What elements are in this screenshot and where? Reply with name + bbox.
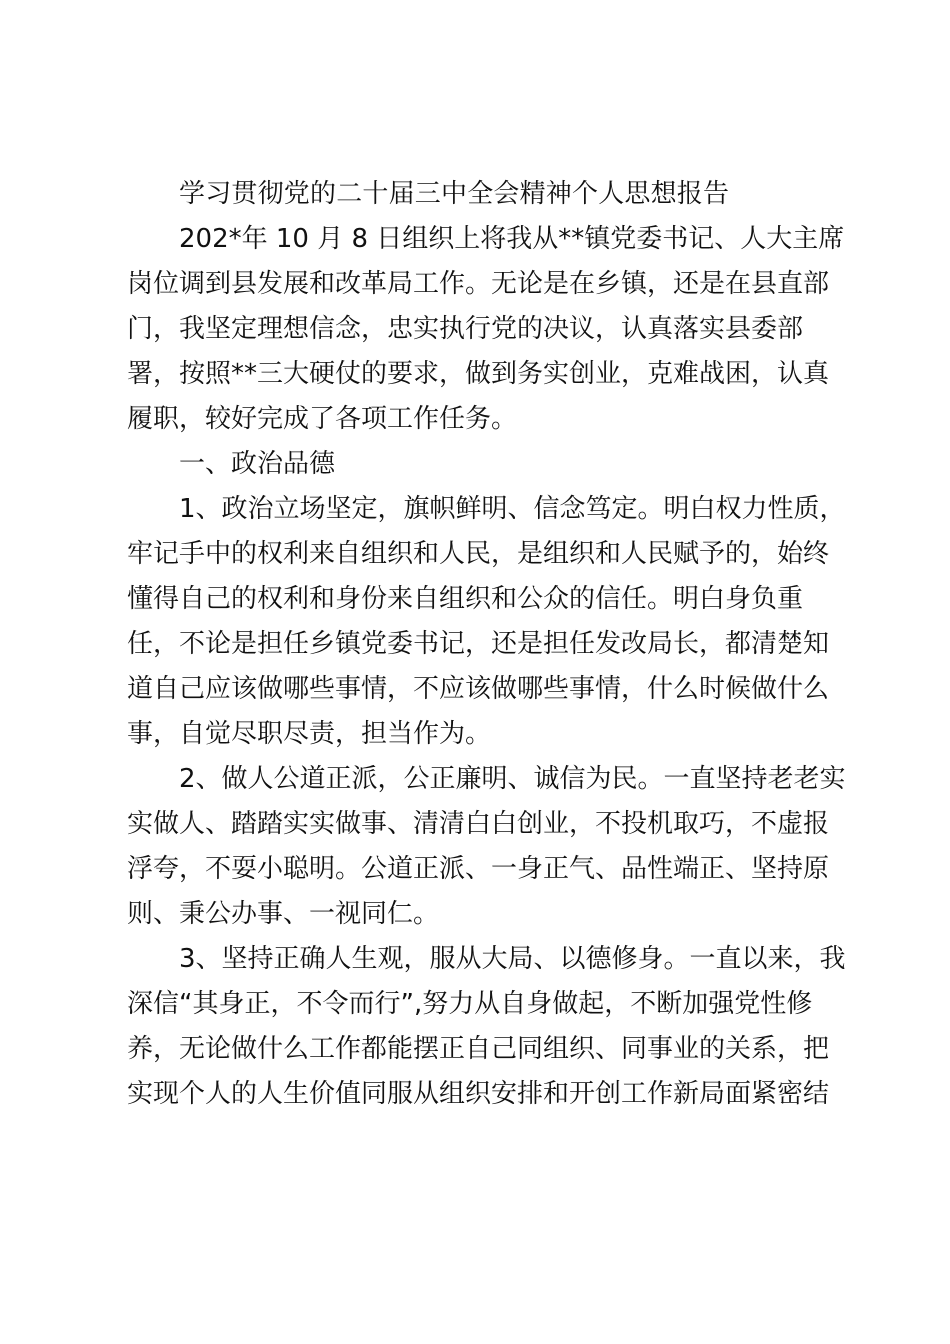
item-3-line-2: 深信“其身正，不令而行”,努力从自身做起，不断加强党性修 <box>127 989 813 1019</box>
section-heading-political-character: 一、政治品德 <box>179 449 336 479</box>
item-1-line-5: 道自己应该做哪些事情，不应该做哪些事情，什么时候做什么 <box>127 674 830 704</box>
item-3-line-1: 3、坚持正确人生观，服从大局、以德修身。一直以来，我 <box>179 944 846 974</box>
item-1-line-3: 懂得自己的权利和身份来自组织和公众的信任。明白身负重 <box>127 584 804 614</box>
item-2-line-3: 浮夸，不耍小聪明。公道正派、一身正气、品性端正、坚持原 <box>127 854 830 884</box>
item-2-line-4: 则、秉公办事、一视同仁。 <box>127 899 440 929</box>
item-1-line-4: 任，不论是担任乡镇党委书记，还是担任发改局长，都清楚知 <box>127 629 830 659</box>
intro-paragraph-line-2: 岗位调到县发展和改革局工作。无论是在乡镇，还是在县直部 <box>127 269 830 299</box>
item-1-line-1: 1、政治立场坚定，旗帜鲜明、信念笃定。明白权力性质， <box>179 494 846 524</box>
item-1-line-6: 事，自觉尽职尽责，担当作为。 <box>127 719 492 749</box>
item-3-line-4: 实现个人的人生价值同服从组织安排和开创工作新局面紧密结 <box>127 1079 830 1109</box>
item-3-line-3: 养，无论做什么工作都能摆正自己同组织、同事业的关系，把 <box>127 1034 830 1064</box>
item-2-line-2: 实做人、踏踏实实做事、清清白白创业，不投机取巧，不虚报 <box>127 809 830 839</box>
document-body <box>127 172 846 1117</box>
intro-paragraph-line-3: 门，我坚定理想信念，忠实执行党的决议，认真落实县委部 <box>127 314 804 344</box>
intro-paragraph-line-5: 履职，较好完成了各项工作任务。 <box>127 404 518 434</box>
intro-paragraph-line-1: 202*年 10 月 8 日组织上将我从**镇党委书记、人大主席 <box>179 224 845 254</box>
item-1-line-2: 牢记手中的权利来自组织和人民，是组织和人民赋予的，始终 <box>127 539 830 569</box>
document-title: 学习贯彻党的二十届三中全会精神个人思想报告 <box>179 179 730 209</box>
item-2-line-1: 2、做人公道正派，公正廉明、诚信为民。一直坚持老老实 <box>179 764 846 794</box>
intro-paragraph-line-4: 署，按照**三大硬仗的要求，做到务实创业，克难战困，认真 <box>127 359 830 389</box>
